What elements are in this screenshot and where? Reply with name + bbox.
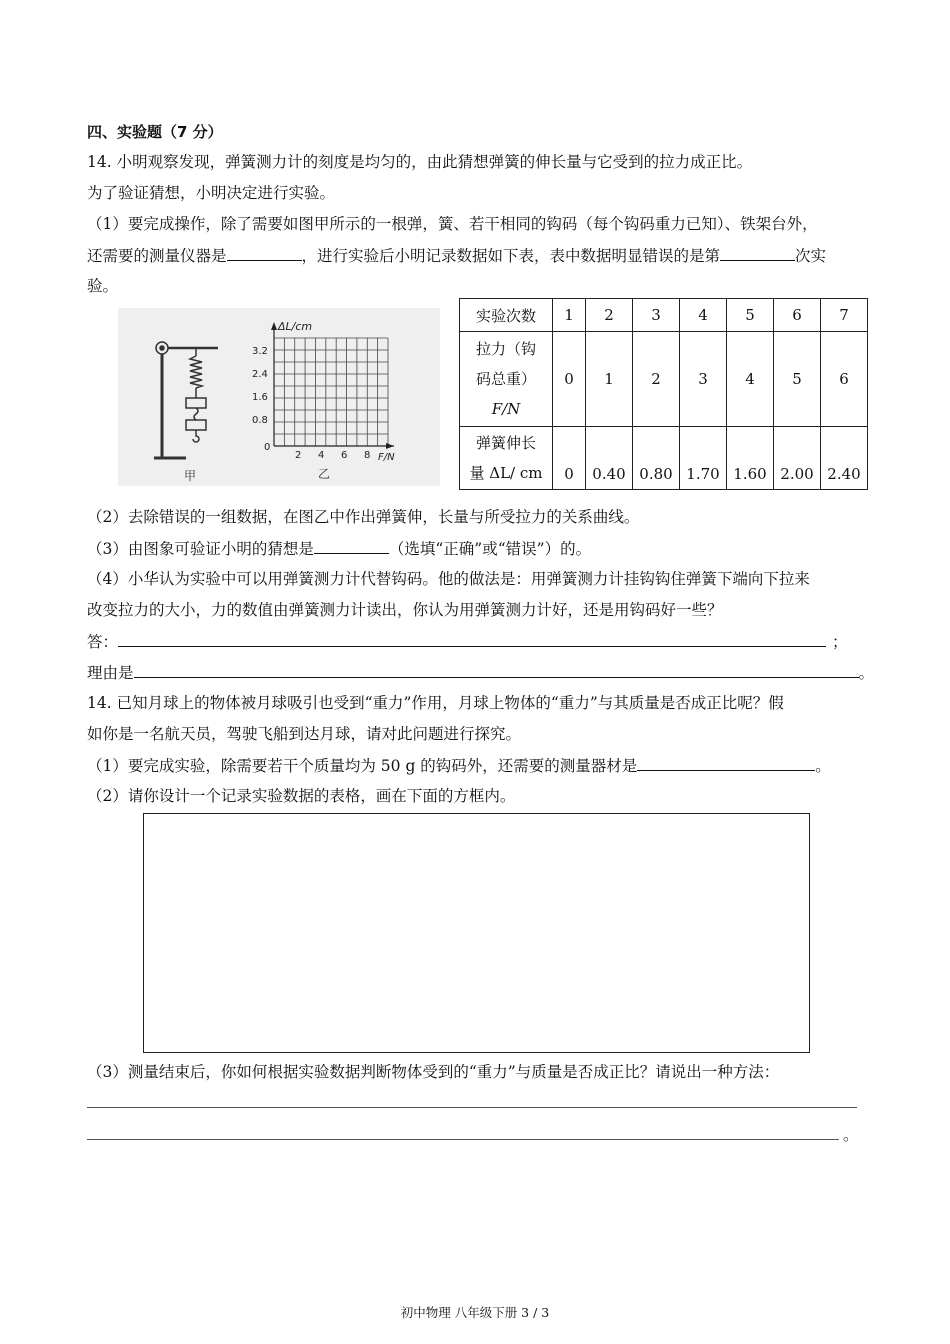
q1-part4-line1: （4）小华认为实验中可以用弹簧测力计代替钩码。他的做法是：用弹簧测力计挂钩钩住弹簧下端向下拉来 bbox=[87, 570, 810, 588]
answer-blank[interactable] bbox=[118, 631, 826, 647]
table-cell: 1.70 bbox=[680, 427, 727, 490]
q1-part1-text-b: ，进行实验后小明记录数据如下表，表中数据明显错误的是第 bbox=[301, 247, 721, 265]
table-cell: 0.80 bbox=[633, 427, 680, 490]
q1-part1-line2 bbox=[87, 245, 826, 266]
table-cell: 0.40 bbox=[586, 427, 633, 490]
table-cell: 0 bbox=[553, 332, 586, 427]
force-label-line: 拉力（钩 bbox=[475, 340, 536, 358]
reason-label: 理由是 bbox=[87, 664, 134, 682]
table-cell: 1 bbox=[586, 332, 633, 427]
table-cell: 7 bbox=[821, 299, 868, 332]
table-cell: 2.40 bbox=[821, 427, 868, 490]
x-tick: 6 bbox=[341, 450, 348, 461]
table-cell: 6 bbox=[821, 332, 868, 427]
table-cell: 4 bbox=[727, 332, 774, 427]
y-tick: 0.8 bbox=[252, 415, 268, 426]
x-tick: 8 bbox=[364, 450, 371, 461]
q1-part1-line1: （1）要完成操作，除了需要如图甲所示的一根弹，簧、若干相同的钩码（每个钩码重力已知）、铁架台外， bbox=[87, 215, 818, 233]
instrument-blank[interactable] bbox=[227, 245, 302, 261]
reason-line bbox=[87, 662, 874, 683]
table-cell: 6 bbox=[774, 299, 821, 332]
q1-part4-line2: 改变拉力的大小，力的数值由弹簧测力计读出，你认为用弹簧测力计好，还是用钩码好一些？ bbox=[87, 601, 723, 619]
q1-intro-line1: 14. 小明观察发现，弹簧测力计的刻度是均匀的，由此猜想弹簧的伸长量与它受到的拉力成正比。 bbox=[87, 153, 753, 171]
q2-part1-text: （1）要完成实验，除需要若干个质量均为 50 g 的钩码外，还需要的测量器材是 bbox=[87, 757, 638, 775]
table-cell: 3 bbox=[633, 299, 680, 332]
figure-label-jia: 甲 bbox=[184, 469, 197, 483]
q1-part1-text-c: 次实 bbox=[795, 247, 827, 265]
q2-part3: （3）测量结束后，你如何根据实验数据判断物体受到的“重力”与质量是否成正比？请说出一种方法： bbox=[87, 1063, 780, 1081]
table-cell: 2.00 bbox=[774, 427, 821, 490]
answer-label: 答： bbox=[87, 633, 119, 651]
q2-part1 bbox=[87, 755, 831, 776]
q2-part1-end: 。 bbox=[815, 757, 831, 775]
y-tick: 3.2 bbox=[252, 346, 268, 357]
q1-part3-text-b: （选填“正确”或“错误”）的。 bbox=[388, 540, 592, 558]
ext-label-line: 弹簧伸长 bbox=[475, 434, 536, 452]
page-footer: 初中物理 八年级下册 3 / 3 bbox=[400, 1305, 550, 1320]
q1-part1-line3: 验。 bbox=[87, 277, 119, 295]
table-header-label: 实验次数 bbox=[460, 299, 553, 332]
experiment-data-table bbox=[459, 298, 868, 490]
force-label-line: F/N bbox=[491, 400, 521, 418]
measuring-tool-blank[interactable] bbox=[637, 755, 815, 771]
table-cell: 5 bbox=[774, 332, 821, 427]
q2-part2: （2）请你设计一个记录实验数据的表格，画在下面的方框内。 bbox=[87, 787, 516, 805]
spring-figure bbox=[118, 308, 440, 486]
wrong-trial-blank[interactable] bbox=[720, 245, 795, 261]
q2-intro-line2: 如你是一名航天员，驾驶飞船到达月球，请对此问题进行探究。 bbox=[87, 725, 522, 743]
q2-part3-end: 。 bbox=[843, 1126, 859, 1144]
y-tick: 1.6 bbox=[252, 392, 268, 403]
method-answer-line-2[interactable] bbox=[87, 1139, 839, 1140]
reason-end: 。 bbox=[858, 664, 875, 682]
table-cell: 2 bbox=[633, 332, 680, 427]
y-tick: 2.4 bbox=[252, 369, 268, 380]
q1-part3-text-a: （3）由图象可验证小明的猜想是 bbox=[87, 540, 314, 558]
table-cell: 0 bbox=[553, 427, 586, 490]
q1-part1-text-a: 还需要的测量仪器是 bbox=[87, 247, 227, 265]
table-cell: 4 bbox=[680, 299, 727, 332]
q1-part3 bbox=[87, 538, 591, 559]
force-row-label bbox=[460, 332, 553, 427]
force-label-line: 码总重） bbox=[475, 370, 536, 388]
q2-intro-line1: 14. 已知月球上的物体被月球吸引也受到“重力”作用，月球上物体的“重力”与其质量是否成正比呢？假 bbox=[87, 694, 784, 712]
guess-correct-blank[interactable] bbox=[314, 538, 389, 554]
table-cell: 2 bbox=[586, 299, 633, 332]
table-cell: 5 bbox=[727, 299, 774, 332]
x-tick: 4 bbox=[318, 450, 325, 461]
y-tick: 0 bbox=[264, 442, 271, 453]
answer-end: ； bbox=[832, 633, 848, 651]
y-axis-label: ΔL/cm bbox=[278, 320, 313, 333]
figure-label-yi: 乙 bbox=[318, 467, 331, 481]
x-axis-label: F/N bbox=[378, 452, 395, 463]
table-cell: 1.60 bbox=[727, 427, 774, 490]
section-title: 四、实验题（7 分） bbox=[87, 123, 223, 141]
table-cell: 1 bbox=[553, 299, 586, 332]
table-design-box[interactable] bbox=[143, 813, 810, 1053]
x-tick: 2 bbox=[295, 450, 302, 461]
method-answer-line-1[interactable] bbox=[87, 1107, 857, 1108]
extension-row-label bbox=[460, 427, 553, 490]
q1-intro-line2: 为了验证猜想，小明决定进行实验。 bbox=[87, 184, 336, 202]
q1-part2: （2）去除错误的一组数据，在图乙中作出弹簧伸，长量与所受拉力的关系曲线。 bbox=[87, 508, 640, 526]
ext-label-line: 量 ΔL/ cm bbox=[469, 464, 543, 482]
answer-line bbox=[87, 631, 848, 652]
table-cell: 3 bbox=[680, 332, 727, 427]
reason-blank[interactable] bbox=[134, 662, 859, 678]
